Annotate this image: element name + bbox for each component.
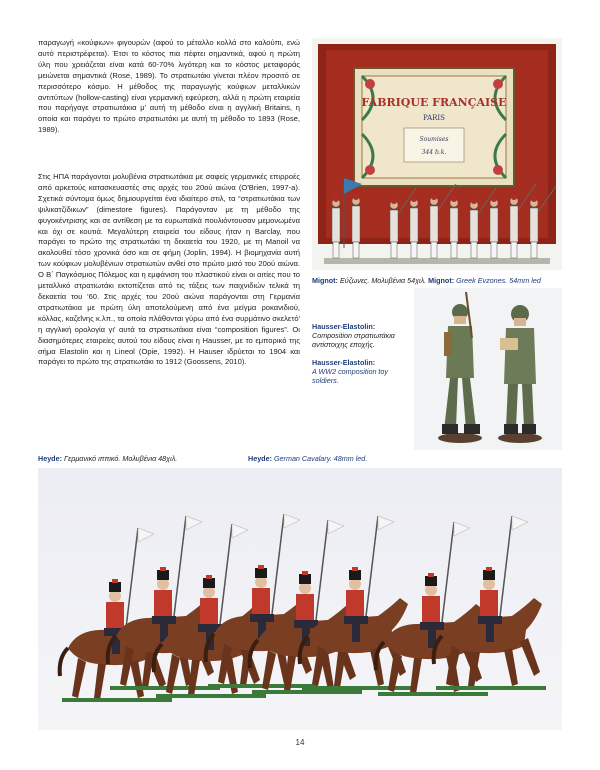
heyde-caption-brand: Heyde: (38, 454, 62, 463)
hausser-caption (312, 322, 408, 385)
heyde-caption-brand-en: Heyde: (248, 454, 272, 463)
mignot-box-photo (312, 38, 562, 270)
mignot-caption-english: Greek Evzones. 54mm led (456, 276, 541, 285)
box-note-line1: Soumises (419, 136, 449, 143)
box-note-line2: 344 b.k. (421, 149, 447, 156)
heyde-caption-english: German Cavalary. 48mm led. (273, 454, 368, 463)
heyde-caption-greek: Γερμανικό ιππικό. Μολυβένια 48χιλ. (63, 454, 178, 463)
hausser-caption-brand-en: Hausser-Elastolin: (312, 358, 376, 367)
heyde-cavalry-photo (38, 468, 562, 730)
hausser-caption-english: A WW2 composition toy soldiers. (312, 367, 389, 385)
heyde-caption-greek-block (38, 454, 268, 463)
hausser-caption-greek: Composition στρατιωτάκια αντίστοιχης εποχής. (312, 331, 395, 349)
body-paragraph-2: Στις ΗΠΑ παράγονται μολυβένια στρατιωτάκια με σαφείς γερμανικές επιρροές από αρκετούς κατασκευαστές στις αρχές του 20ού αιώνα (O'Brien, 1997-a). Σχετικά σύντομα όμως δημιουργείται ένα ιδιαίτερο στιλ, τα “στρατιωτάκια των ψιλικατζίδικων” (dimestore figures). Παράγονταν με τη μέθοδο της φυγοκέντρισης και σε αντίθεση με τα ευρωπαϊκά πουλιόντουσαν μεμονωμένα και όχι σε κουτιά. Μεγαλύτερη εταιρεία του είδους ήταν η Barclay, που παράγει το πρώτο της στρατιωτάκι τη δεκαετία του 1920, με τη Manoil να ακολουθεί τόσο χρονικά όσο και σε φήμη (Joplin, 1994). Η βιομηχανία αυτή των κούφιων μολυβένιων στρατιωτών ανθεί στο πρώτο μισό του 20ού αιώνα. Ο Β΄ Παγκόσμιος Πόλεμος και η εμφάνιση του πλαστικού είναι οι αιτίες που το μεταλλικό στρατιωτάκι εκτοπίζεται από τις τάξεις των παιχνιδιών τελικά τη δεκαετία του '60. Στις αρχές του 20ού αιώνα παράγονται στη Γερμανία στρατιωτάκια με πρώτη ύλη αποτελούμενη από ένα μείγμα ροκανιδιού, κόλλας, καζεΐνης κ.λπ., τα οποία πλάθονται γύρω από ένα συρμάτινο σκελετό' η αγγλική ορολογία γι' αυτά τα στρατιωτάκια είναι “composition figures”. Οι διασημότερες εταιρείες αυτού του είδους είναι η Hausser, με το εμπορικό της σήμα Elastolin και η Lineol (Opie, 1992). Η Hauser ιδρύεται το 1904 και παράγει το πρώτο της στρατιωτάκι το 1912 (Goossens, 2010). (38, 172, 300, 367)
heyde-caption-english-block (248, 454, 448, 463)
mignot-caption-brand: Mignot: (312, 276, 338, 285)
box-label-paris: PARIS (423, 114, 445, 122)
hausser-caption-brand: Hausser-Elastolin: (312, 322, 376, 331)
page-number: 14 (295, 738, 305, 747)
mignot-caption-brand-en: Mignot: (428, 276, 455, 285)
box-label-title: FABRIQUE FRANÇAISE (361, 96, 507, 109)
body-paragraph-1: παραγωγή «κούφιων» φιγουρών (αφού το μέταλλο κολλά στο καλούπι, ενώ αυτό περιστρέφεται). Έτσι το κόστος πια πέφτει σημαντικά, αφού η πρώτη ύλη που χρειάζεται είναι κατά 60-70% λιγότερη και το κόστος μεταφοράς μειώνεται σημαντικά (Rose, 1989). Το στρατιωτάκι γίνεται πλέον προσιτό σε περισσότερο κόσμο. Η μέθοδος της παραγωγής κούφιων μεταλλικών αντιτύπων (hollow-casting) είναι γερμανική εφεύρεση, αλλά η πρώτη εταιρεία που παρήγαγε στρατιωτάκια μ' αυτή τη μέθοδο είναι η αγγλική Britains, η οποία και παράγει το πρώτο στρατιωτάκι με αυτή τη μέθοδο το 1893 (Rose, 1989). (38, 38, 300, 135)
mignot-caption-greek: Εύζωνες. Μολυβένια 54χιλ. (339, 276, 427, 285)
mignot-caption (312, 276, 572, 285)
hausser-figures-photo (414, 288, 562, 450)
